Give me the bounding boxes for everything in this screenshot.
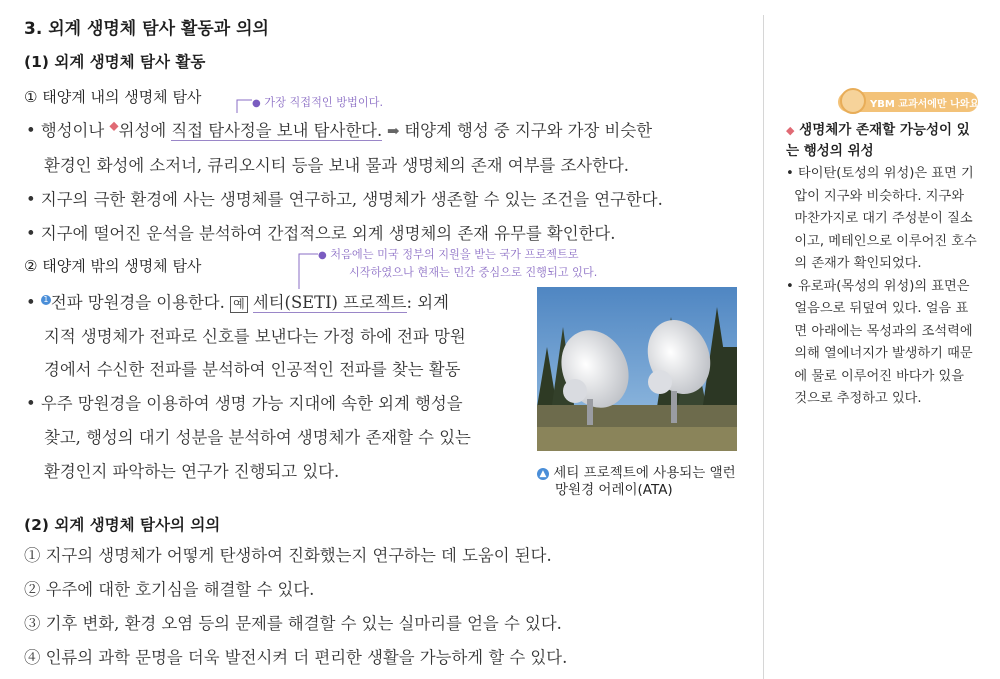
- example-badge: 예: [230, 296, 248, 313]
- item1-bullet2: • 지구의 극한 환경에 사는 생명체를 연구하고, 생명체가 생존할 수 있는 조건을 연구한다.: [26, 190, 663, 209]
- significance-item-1: ① 지구의 생명체가 어떻게 탄생하여 진화했는지 연구하는 데 도움이 된다.: [24, 546, 552, 565]
- item1-bullet1: • 행성이나 ◆위성에 직접 탐사정을 보내 탐사한다. ➡ 태양계 행성 중 지구와 가장 비슷한: [26, 118, 653, 140]
- column-divider: [763, 15, 764, 679]
- arrow-right-icon: ➡: [382, 122, 405, 140]
- item2-bullet1-line2: 지적 생명체가 전파로 신호를 보낸다는 가정 하에 전파 망원: [44, 327, 466, 346]
- ybm-badge-text: YBM 교과서에만 나와요.: [870, 99, 983, 110]
- part1-title: (1) 외계 생명체 탐사 활동: [24, 53, 206, 71]
- item2-bullet1: • 1 전파 망원경을 이용한다. 예 세티(SETI) 프로젝트: 외계: [26, 293, 449, 312]
- annotation-direct: ● 가장 직접적인 방법이다.: [252, 96, 384, 109]
- significance-item-3: ③ 기후 변화, 환경 오염 등의 문제를 해결할 수 있는 실마리를 얻을 수 있다.: [24, 614, 562, 633]
- diamond-icon: ◆: [109, 118, 119, 133]
- item1-title: ① 태양계 내의 생명체 탐사: [24, 88, 202, 106]
- sidebar-body: • 타이탄(토성의 위성)은 표면 기 압이 지구와 비슷하다. 지구와 마찬가지로 대기 주성분이 질소 이고, 메테인으로 이루어진 호수 의 존재가 확인되었다. • 유로파(목성의 위성)의 표면은 얼음으로 뒤덮여 있다. 얼음 표 면 아래에는 목성과의 조석력에 의해 열에너지가 발생하기 때문 에 물로 이루어진 바다가 있을 것으로 추정하고 있다.: [786, 166, 977, 406]
- diamond-icon: ◆: [786, 124, 795, 137]
- caret-up-icon: ▲: [537, 468, 549, 480]
- item2-bullet2-line2: 찾고, 행성의 대기 성분을 분석하여 생명체가 존재할 수 있는: [44, 428, 471, 447]
- annotation-seti-history-2: 시작하였으나 현재는 민간 중심으로 진행되고 있다.: [349, 266, 598, 279]
- significance-item-4: ④ 인류의 과학 문명을 더욱 발전시켜 더 편리한 생활을 가능하게 할 수 있다.: [24, 648, 568, 667]
- item1-bullet3: • 지구에 떨어진 운석을 분석하여 간접적으로 외계 생명체의 존재 유무를 확인한다.: [26, 224, 616, 243]
- section-title: 3. 외계 생명체 탐사 활동과 의의: [24, 19, 269, 39]
- annotation-seti-history: ● 처음에는 미국 정부의 지원을 받는 국가 프로젝트로: [318, 248, 579, 261]
- ybm-badge-icon: [840, 88, 866, 114]
- item2-bullet2-line3: 환경인지 파악하는 연구가 진행되고 있다.: [44, 462, 340, 481]
- photo-caption-2: 망원경 어레이(ATA): [555, 482, 673, 498]
- part2-title: (2) 외계 생명체 탐사의 의의: [24, 516, 221, 534]
- sidebar-title: ◆ 생명체가 존재할 가능성이 있 는 행성의 위성: [786, 122, 970, 159]
- significance-item-2: ② 우주에 대한 호기심을 해결할 수 있다.: [24, 580, 315, 599]
- footnote-marker[interactable]: 1: [41, 295, 51, 305]
- item2-bullet2-line1: • 우주 망원경을 이용하여 생명 가능 지대에 속한 외계 행성을: [26, 394, 463, 413]
- item2-title: ② 태양계 밖의 생명체 탐사: [24, 257, 202, 275]
- photo-caption: ▲ 세티 프로젝트에 사용되는 앨런: [537, 461, 736, 481]
- item2-bullet1-line3: 경에서 수신한 전파를 분석하여 인공적인 전파를 찾는 활동: [44, 360, 461, 379]
- ata-telescope-photo: [537, 287, 737, 451]
- item1-bullet1-line2: 환경인 화성에 소저너, 큐리오시티 등을 보내 물과 생명체의 존재 여부를 조사한다.: [44, 156, 630, 175]
